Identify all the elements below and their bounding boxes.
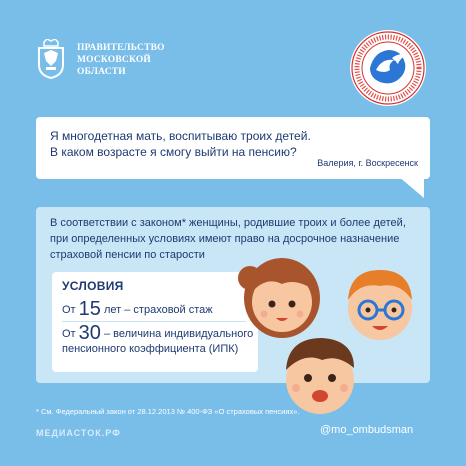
children-illustration (230, 238, 426, 418)
condition-pension-coefficient (62, 324, 253, 343)
mediastok-brand: МЕДИАСТОК.РФ (36, 428, 121, 438)
social-handle-link[interactable]: @mo_ombudsman (320, 424, 414, 436)
org-title-line: ОБЛАСТИ (77, 67, 126, 77)
girl-face-icon (238, 258, 320, 338)
answer-line: страховой пенсии по старости (50, 249, 205, 261)
condition-pension-coefficient-line2: пенсионного коэффициента (ИПК) (62, 343, 239, 355)
answer-line: при определенных условиях имеют право на досрочное назначение (50, 233, 400, 245)
conditions-title: УСЛОВИЯ (62, 279, 124, 293)
condition-value: 15 (78, 298, 101, 320)
moscow-region-emblem-icon (36, 39, 66, 79)
question-signature: Валерия, г. Воскресенск (317, 158, 418, 168)
boy-with-glasses-face-icon (348, 270, 412, 340)
ombudsman-dove-logo-icon (348, 28, 428, 108)
law-footnote: * См. Федеральный закон от 28.12.2013 № 400-ФЗ «О страховых пенсиях». (36, 407, 300, 416)
condition-suffix: – величина индивидуального (103, 328, 254, 340)
question-text (50, 128, 330, 160)
question-line: Я многодетная мать, воспитываю троих детей. (50, 129, 311, 143)
condition-prefix: От (62, 304, 76, 316)
condition-insurance-experience (62, 298, 213, 321)
answer-line: В соответствии с законом* женщины, родившие троих и более детей, (50, 217, 406, 229)
condition-suffix: лет – страховой стаж (103, 304, 213, 316)
condition-value: 30 (78, 322, 101, 344)
condition-prefix: От (62, 328, 76, 340)
organization-title (77, 42, 197, 78)
org-title-line: МОСКОВСКОЙ (77, 55, 152, 65)
org-title-line: ПРАВИТЕЛЬСТВО (77, 43, 165, 53)
question-line: В каком возрасте я смогу выйти на пенсию? (50, 145, 297, 159)
boy-face-icon (286, 338, 354, 414)
question-bubble-tail (396, 176, 426, 198)
